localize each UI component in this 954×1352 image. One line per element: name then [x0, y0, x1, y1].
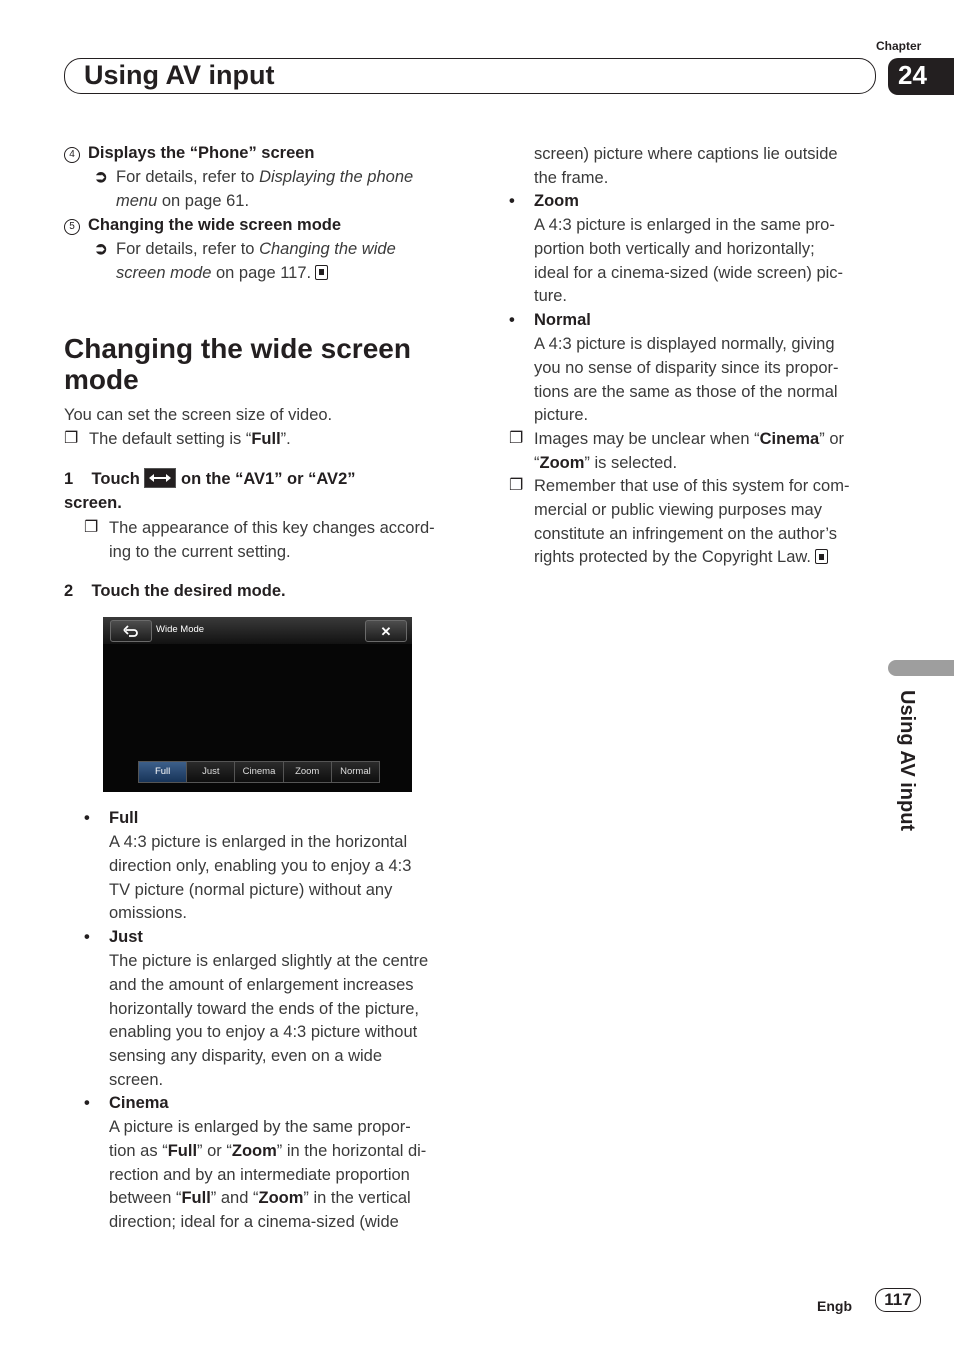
mode-zoom-button[interactable]: Zoom — [284, 762, 332, 782]
mode-just-button[interactable]: Just — [187, 762, 235, 782]
back-button[interactable] — [110, 620, 152, 642]
mode-ref: Cinema — [759, 430, 820, 448]
mode-cinema-button[interactable]: Cinema — [235, 762, 283, 782]
text-line: ideal for a cinema-sized (wide screen) pic- — [534, 263, 844, 282]
step-text: Touch the desired mode. — [91, 582, 286, 600]
text-line: ture. — [534, 287, 568, 306]
text-line: The picture is enlarged slightly at the centre — [109, 952, 429, 970]
text-line: horizontally toward the ends of the picture, — [109, 999, 420, 1018]
text-line: A 4:3 picture is displayed normally, giving — [534, 335, 835, 353]
zoom-description — [534, 214, 843, 309]
section-title — [64, 333, 411, 395]
mode-ref: Zoom — [258, 1189, 304, 1208]
page-title: Using AV input — [84, 60, 275, 90]
bullet: • — [84, 809, 90, 827]
wide-mode-screenshot — [103, 617, 412, 792]
note-text: Remember that use of this system for com- — [534, 477, 850, 495]
step-text: on the “AV1” or “AV2” — [181, 470, 356, 488]
text-line: direction only, enabling you to enjoy a 4:3 — [109, 856, 412, 875]
note-text: ing to the current setting. — [109, 542, 291, 561]
mode-title: Cinema — [109, 1094, 169, 1112]
text-line: ” or “ — [197, 1141, 232, 1160]
note-text: “ — [534, 453, 540, 472]
ref-link[interactable]: screen mode — [116, 263, 212, 282]
side-tab-label: Using AV input — [896, 690, 918, 832]
wide-mode-key-icon — [144, 468, 176, 488]
ref-text: on page 117. — [211, 263, 312, 282]
text-line: screen) picture where captions lie outside — [534, 145, 838, 163]
mode-ref: Zoom — [231, 1141, 277, 1160]
normal-description — [534, 333, 839, 428]
item-4-title: Displays the “Phone” screen — [88, 144, 315, 162]
text-line: screen. — [109, 1070, 164, 1089]
mode-ref: Full — [181, 1189, 211, 1208]
ref-text: For details, refer to — [116, 240, 260, 258]
cinema-heading — [84, 1092, 169, 1116]
note-box-icon: ❐ — [84, 519, 99, 536]
mode-full-button[interactable]: Full — [139, 762, 187, 782]
screen-title-bar — [103, 617, 412, 644]
text-line: A picture is enlarged by the same propor- — [109, 1118, 411, 1136]
chapter-number: 24 — [898, 60, 927, 90]
item-5-heading — [64, 214, 341, 238]
item-number-4: 4 — [64, 147, 80, 163]
text-line: A 4:3 picture is enlarged in the horizontal — [109, 833, 408, 851]
bullet: • — [509, 192, 515, 210]
ref-text: For details, refer to — [116, 168, 260, 186]
language-code: Engb — [817, 1298, 852, 1314]
close-button[interactable] — [365, 620, 407, 642]
ref-arrow-icon: ➲ — [94, 240, 108, 258]
ref-link[interactable]: Changing the wide — [259, 240, 396, 258]
text-line: TV picture (normal picture) without any — [109, 880, 393, 899]
text-line: A 4:3 picture is enlarged in the same pro- — [534, 216, 835, 234]
close-icon: ✕ — [380, 624, 392, 639]
text-line: and the amount of enlargement increases — [109, 975, 414, 994]
just-heading — [84, 926, 143, 950]
normal-heading — [509, 309, 591, 333]
note-box-icon: ❐ — [509, 477, 524, 494]
note-text: Images may be unclear when “ — [534, 430, 760, 448]
text-line: tion as “ — [109, 1141, 168, 1160]
note-text: ”. — [280, 430, 291, 448]
note-text: The appearance of this key changes accord- — [109, 519, 435, 537]
step-1-note — [84, 517, 435, 565]
ref-text: on page 61. — [157, 191, 250, 210]
item-5-ref — [94, 238, 396, 286]
bullet: • — [84, 1094, 90, 1112]
note-box-icon: ❐ — [509, 430, 524, 447]
screen-title: Wide Mode — [156, 624, 205, 635]
bullet: • — [509, 311, 515, 329]
note-text: mercial or public viewing purposes may — [534, 500, 822, 519]
note-box-icon: ❐ — [64, 430, 79, 447]
full-description — [109, 831, 411, 926]
default-value: Full — [251, 430, 281, 448]
text-line: tions are the same as those of the normal — [534, 382, 838, 401]
intro-text: You can set the screen size of video. — [64, 406, 333, 424]
text-line: omissions. — [109, 904, 187, 923]
note-text: constitute an infringement on the author’s — [534, 524, 838, 543]
text-line: ” and “ — [210, 1189, 259, 1208]
step-1 — [64, 468, 356, 516]
full-heading — [84, 807, 139, 831]
chapter-label: Chapter — [876, 39, 922, 53]
note-text: ” or — [819, 430, 844, 448]
side-tab — [888, 660, 954, 676]
mode-ref: Zoom — [539, 453, 585, 472]
ref-link[interactable]: Displaying the phone — [259, 168, 414, 186]
text-line: ” in the vertical — [303, 1189, 411, 1208]
end-mark-icon — [815, 549, 828, 564]
item-number-5: 5 — [64, 219, 80, 235]
ref-link[interactable]: menu — [116, 191, 158, 210]
default-note — [64, 428, 291, 452]
mode-title: Full — [109, 809, 139, 827]
text-line: between “ — [109, 1189, 182, 1208]
cinema-description — [109, 1116, 426, 1235]
step-text: screen. — [64, 493, 122, 512]
note-copyright — [509, 475, 850, 570]
ref-arrow-icon: ➲ — [94, 168, 108, 186]
section-title-line: mode — [64, 364, 139, 395]
text-line: direction; ideal for a cinema-sized (wide — [109, 1213, 399, 1232]
end-mark-icon — [315, 265, 328, 280]
back-arrow-icon — [123, 624, 139, 638]
mode-ref: Full — [167, 1141, 198, 1160]
text-line: portion both vertically and horizontally; — [534, 239, 815, 258]
page-number: 117 — [875, 1288, 921, 1312]
step-2 — [64, 580, 286, 604]
note-text: rights protected by the Copyright Law. — [534, 548, 811, 567]
bullet: • — [84, 928, 90, 946]
item-4-heading — [64, 142, 315, 166]
text-line: ” in the horizontal di- — [276, 1141, 427, 1160]
text-line: you no sense of disparity since its propor- — [534, 358, 839, 377]
item-4-ref — [94, 166, 414, 214]
text-line: sensing any disparity, even on a wide — [109, 1047, 383, 1066]
mode-title: Zoom — [534, 192, 579, 210]
note-unclear-images — [509, 428, 844, 476]
mode-title: Just — [109, 928, 143, 946]
text-line: the frame. — [534, 168, 609, 187]
note-text: ” is selected. — [584, 453, 678, 472]
mode-title: Normal — [534, 311, 591, 329]
section-title-line: Changing the wide screen — [64, 333, 411, 364]
just-description — [109, 950, 428, 1093]
mode-selector — [138, 761, 380, 783]
step-text: Touch — [91, 470, 140, 488]
cinema-description-cont — [534, 143, 838, 191]
note-text: The default setting is “ — [89, 430, 252, 448]
zoom-heading — [509, 190, 579, 214]
step-number: 2 — [64, 582, 74, 600]
step-number: 1 — [64, 470, 74, 488]
text-line: enabling you to enjoy a 4:3 picture without — [109, 1023, 418, 1042]
text-line: picture. — [534, 406, 589, 425]
text-line: rection and by an intermediate proportion — [109, 1165, 410, 1184]
item-5-title: Changing the wide screen mode — [88, 216, 342, 234]
mode-normal-button[interactable]: Normal — [340, 766, 371, 777]
